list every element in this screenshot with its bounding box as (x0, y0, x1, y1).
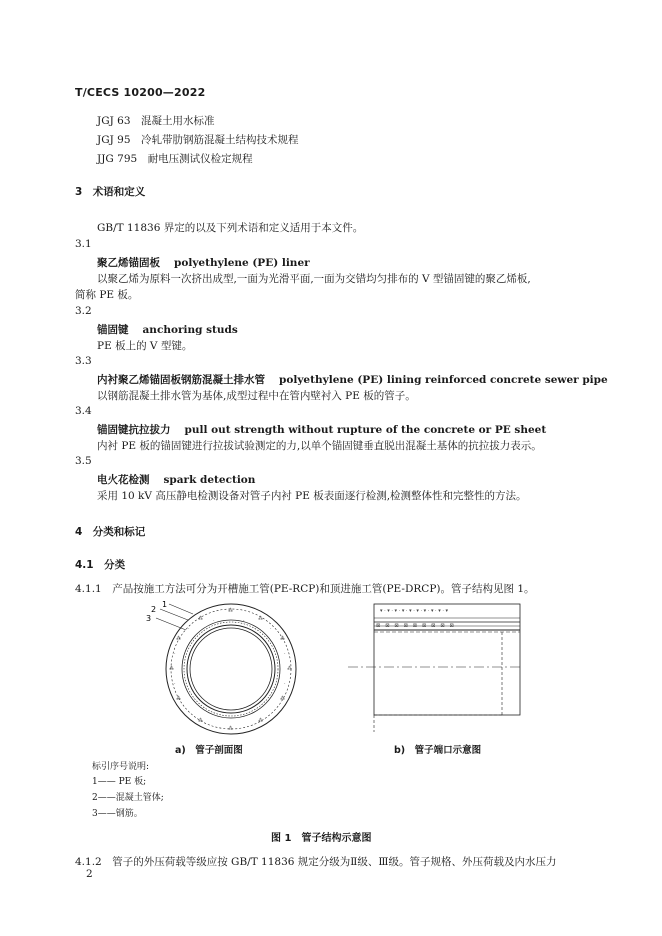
legend-title: 标引序号说明: (92, 762, 150, 772)
term-number: 3.1 (75, 238, 92, 250)
svg-text:·: · (284, 681, 286, 687)
term-definition: 采用 10 kV 高压静电检测设备对管子内衬 PE 板表面逐行检测,检测整体性和完整性的方法。 (97, 490, 527, 502)
clause-text: 产品按施工方法可分为开槽施工管(PE-RCP)和顶进施工管(PE-DRCP)。管子结构见图 1。 (112, 583, 535, 595)
svg-text:⁂: ⁂ (176, 696, 181, 702)
svg-text:⁂: ⁂ (258, 718, 263, 724)
section-4-heading: 4 分类和标记 (75, 526, 146, 538)
legend-item: 1—— PE 板; (92, 777, 147, 787)
callout-3: 3 (146, 614, 152, 623)
pipe-end-view-figure (344, 600, 524, 738)
term-title: 内衬聚乙烯锚固板钢筋混凝土排水管 polyethylene (PE) lining reinforced concrete sewer pipe (97, 374, 608, 386)
pipe-cross-section-figure (138, 600, 308, 738)
subsection-4-1-heading: 4.1 分类 (75, 559, 126, 571)
svg-text:·: · (174, 651, 176, 657)
term-definition: 以聚乙烯为原料一次挤出成型,一面为光滑平面,一面为交错均匀排布的 V 型锚固键的聚乙烯板, (97, 273, 531, 285)
svg-text:⁂: ⁂ (228, 608, 233, 614)
reference-item (97, 114, 215, 128)
term-definition: 以钢筋混凝土排水管为基体,成型过程中在管内壁衬入 PE 板的管子。 (97, 390, 416, 402)
figure-title: 图 1 管子结构示意图 (271, 833, 372, 844)
reference-item (97, 133, 299, 147)
svg-text:·: · (270, 626, 272, 632)
term-title: 聚乙烯锚固板 polyethylene (PE) liner (97, 257, 310, 269)
reference-code: JGJ 95 (97, 134, 131, 146)
svg-text:⁂: ⁂ (198, 718, 203, 724)
svg-text:·: · (243, 618, 245, 624)
svg-text:⁂: ⁂ (169, 666, 174, 672)
term-title: 电火花检测 spark detection (97, 474, 256, 486)
term-title: 锚固键 anchoring studs (97, 324, 238, 336)
section-3-intro: GB/T 11836 界定的以及下列术语和定义适用于本文件。 (97, 222, 364, 234)
svg-text:⁂: ⁂ (280, 696, 285, 702)
svg-text:⁂: ⁂ (228, 726, 233, 732)
svg-text:▾ · ▾ · ▾ · ▾ · ▾ · ▾ · ▾ · ▾: ▾ · ▾ · ▾ · ▾ · ▾ · ▾ · ▾ · ▾ · ▾ · ▾ (380, 608, 449, 614)
term-number: 3.4 (75, 405, 92, 417)
reference-item (97, 152, 253, 166)
reference-code: JGJ 63 (97, 115, 131, 127)
clause-number: 4.1.1 (75, 583, 102, 595)
svg-text:·: · (284, 651, 286, 657)
clause-4-1-1 (75, 582, 535, 596)
figure-caption-a: a) 管子剖面图 (175, 745, 243, 756)
term-number: 3.3 (75, 355, 92, 367)
svg-text:⁂: ⁂ (176, 636, 181, 642)
svg-text:·: · (188, 626, 190, 632)
svg-text:·: · (213, 618, 215, 624)
svg-text:⁂: ⁂ (198, 616, 203, 622)
figure-caption-b: b) 管子端口示意图 (394, 745, 482, 756)
clause-text: 管子的外压荷载等级应按 GB/T 11836 规定分级为Ⅱ级、Ⅲ级。管子规格、外压荷载及内水压力 (112, 856, 557, 868)
term-definition-continued: 简称 PE 板。 (75, 289, 139, 301)
section-3-heading: 3 术语和定义 (75, 186, 146, 198)
term-definition: PE 板上的 V 型键。 (97, 340, 193, 352)
svg-text:·: · (174, 681, 176, 687)
term-number: 3.5 (75, 455, 92, 467)
svg-text:⁂: ⁂ (287, 666, 292, 672)
svg-text:⊠ ⊠ ⊠ ⊠ ⊠ ⊠ ⊠ ⊠ ⊠: ⊠ ⊠ ⊠ ⊠ ⊠ ⊠ ⊠ ⊠ ⊠ (376, 623, 454, 629)
reference-code: JJG 795 (97, 153, 138, 165)
legend-item: 3——钢筋。 (92, 809, 143, 819)
legend-item: 2——混凝土管体; (92, 793, 164, 803)
reference-title: 混凝土用水标准 (141, 115, 215, 127)
term-definition: 内衬 PE 板的锚固键进行拉拔试验测定的力,以单个锚固键垂直脱出混凝土基体的抗拉拔力表示。 (97, 440, 542, 452)
term-number: 3.2 (75, 305, 92, 317)
svg-text:⁂: ⁂ (280, 636, 285, 642)
svg-text:⁂: ⁂ (258, 616, 263, 622)
callout-1: 1 (162, 600, 168, 609)
clause-number: 4.1.2 (75, 856, 102, 868)
callout-2: 2 (151, 605, 157, 614)
reference-title: 冷轧带肋钢筋混凝土结构技术规程 (141, 134, 299, 146)
page-number: 2 (86, 868, 93, 880)
reference-title: 耐电压测试仪检定规程 (147, 153, 253, 165)
term-title: 锚固键抗拉拔力 pull out strength without rupture of the concrete or PE sheet (97, 424, 547, 436)
standard-number: T/CECS 10200—2022 (75, 86, 206, 99)
clause-4-1-2 (75, 855, 557, 869)
